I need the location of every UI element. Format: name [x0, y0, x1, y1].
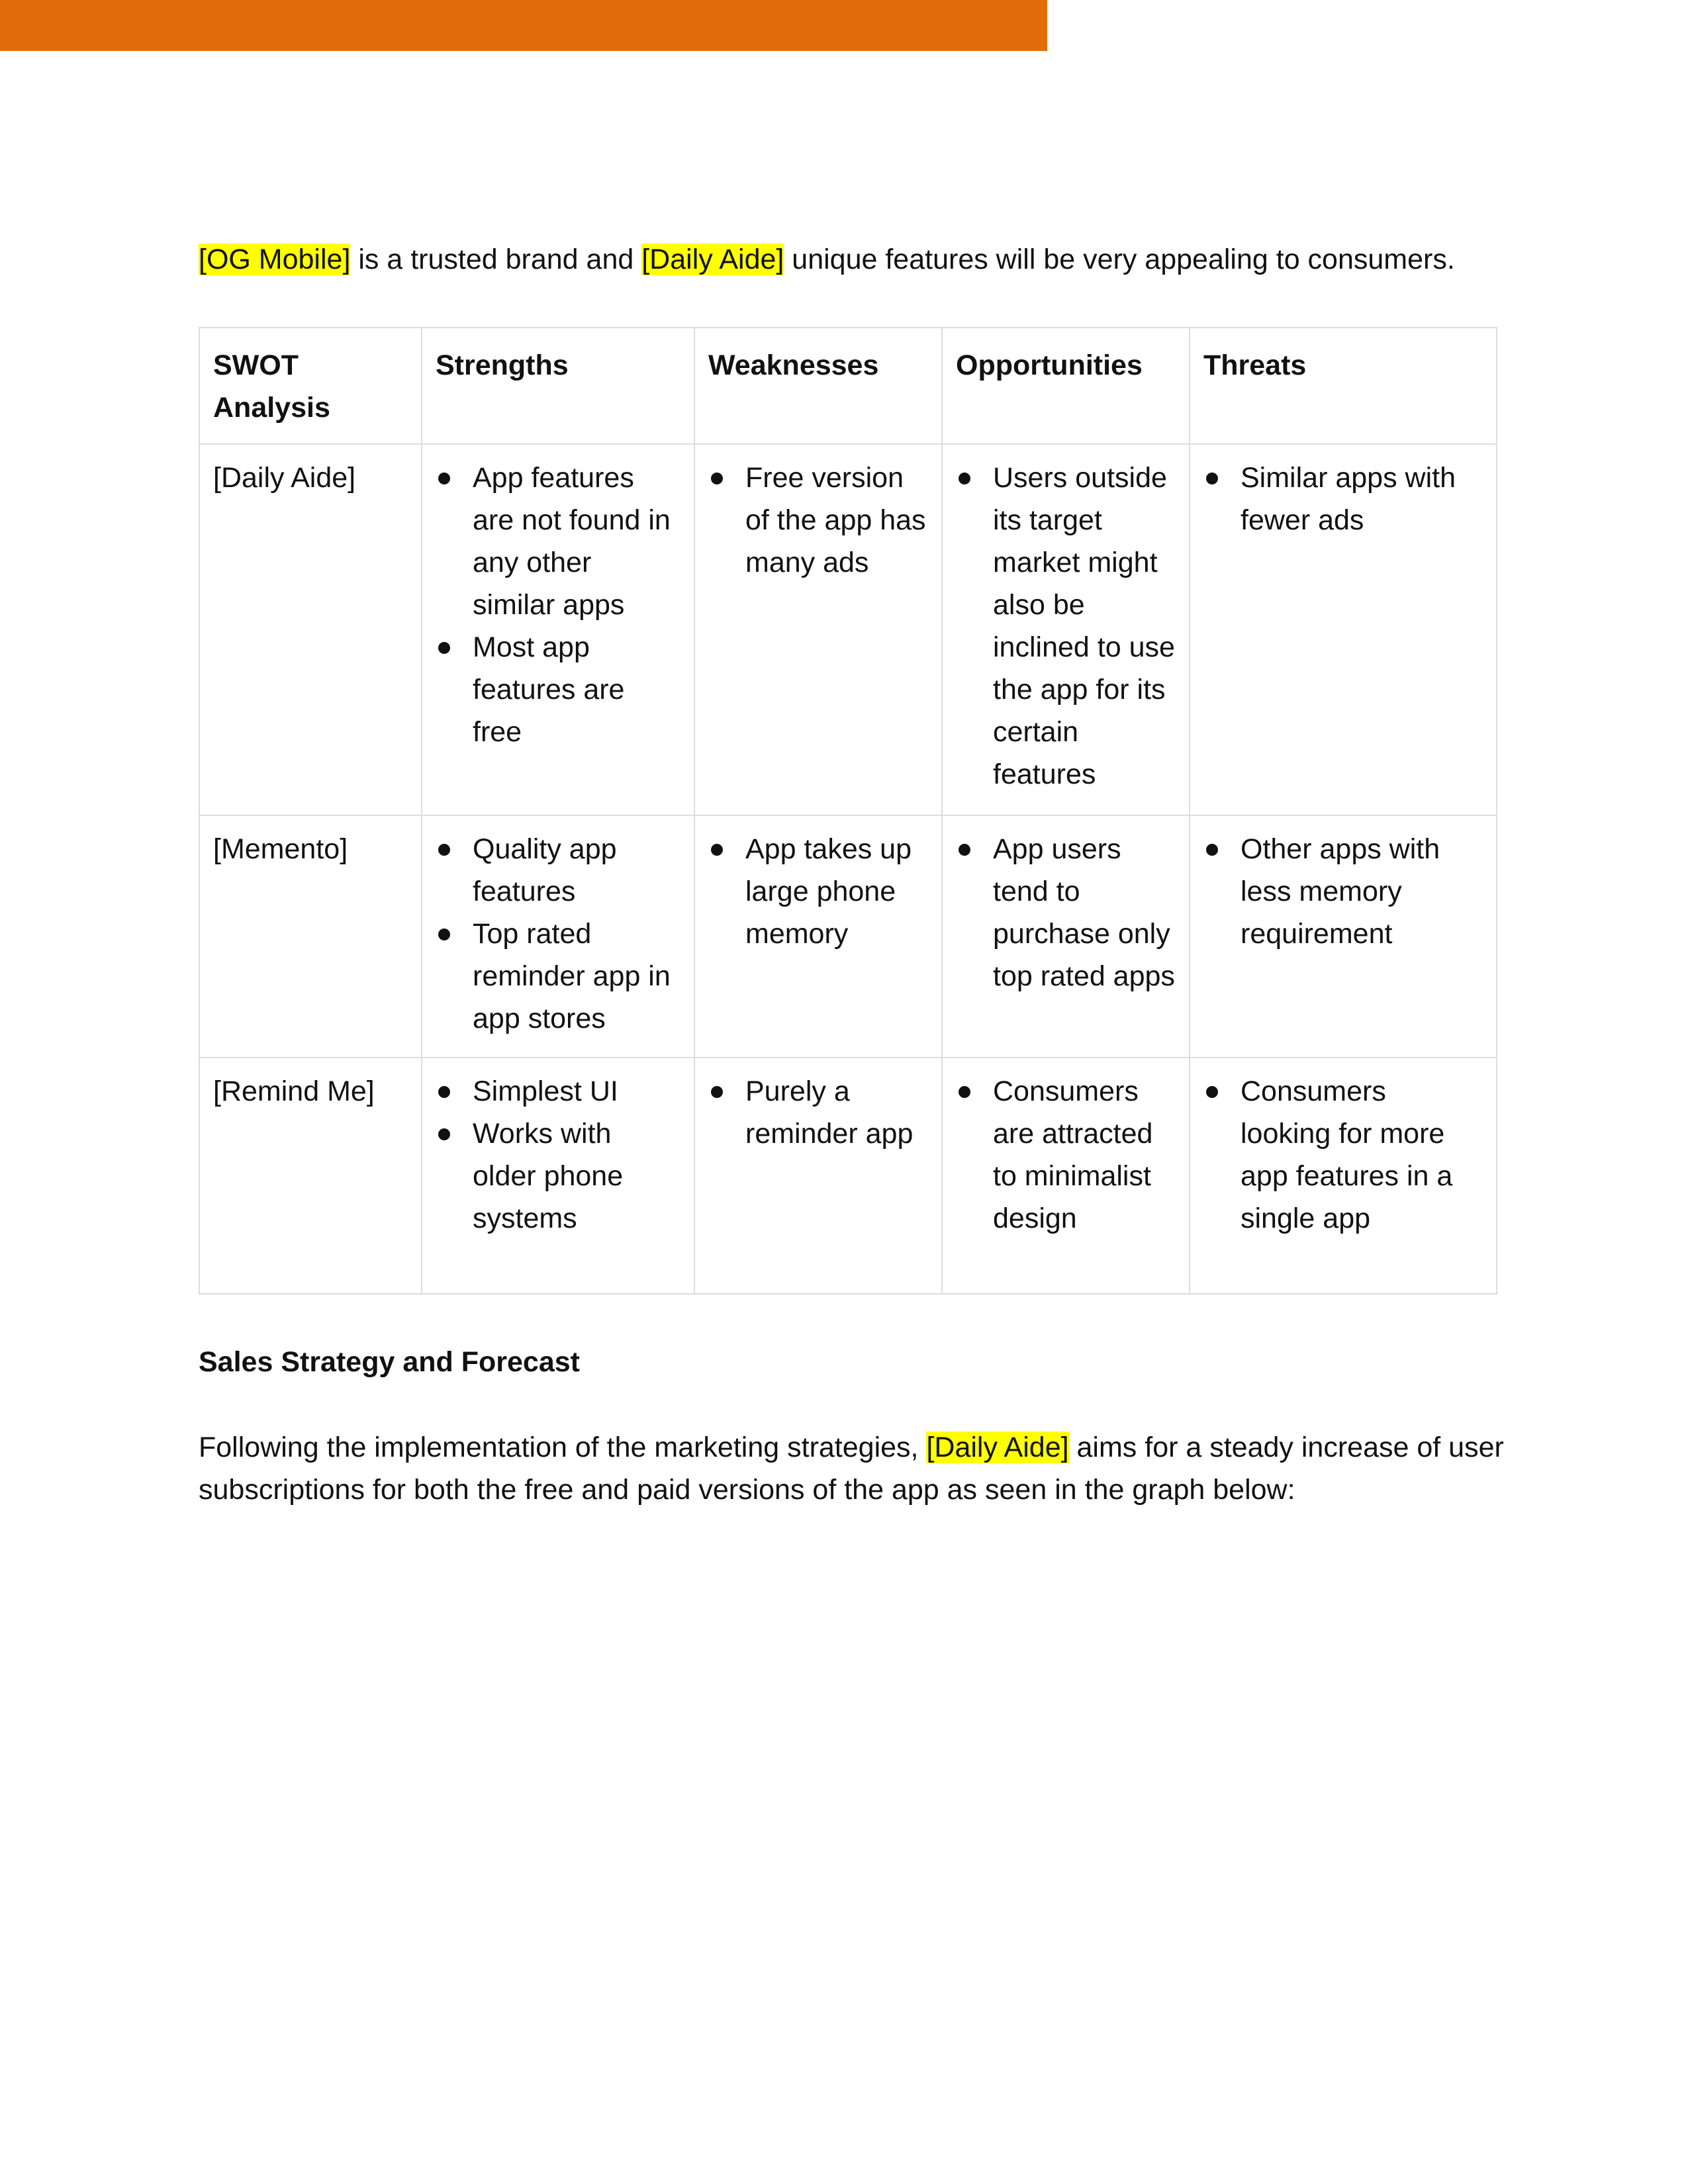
product-highlight: [Daily Aide]	[926, 1432, 1069, 1463]
sales-paragraph	[199, 1426, 1509, 1511]
header-weaknesses: Weaknesses	[694, 328, 942, 444]
opportunities-cell	[942, 815, 1190, 1058]
header-swot-analysis: SWOT Analysis	[199, 328, 422, 444]
list-item: App users tend to purchase only top rated apps	[956, 828, 1176, 997]
sales-text-1: Following the implementation of the marketing strategies,	[199, 1432, 927, 1463]
intro-text-1: is a trusted brand and	[350, 244, 642, 275]
accent-bar	[0, 0, 1047, 51]
list-item: App features are not found in any other similar apps	[436, 457, 680, 626]
strengths-cell	[422, 1058, 694, 1294]
opportunities-cell	[942, 444, 1190, 815]
weaknesses-cell	[694, 444, 942, 815]
list-item: Top rated reminder app in app stores	[436, 913, 680, 1040]
header-strengths: Strengths	[422, 328, 694, 444]
opportunities-cell	[942, 1058, 1190, 1294]
weaknesses-cell	[694, 1058, 942, 1294]
list-item: Most app features are free	[436, 626, 680, 753]
list-item: Works with older phone systems	[436, 1113, 680, 1240]
header-threats: Threats	[1190, 328, 1497, 444]
sales-text-2: aims for a steady increase of user subscriptions for both the free and paid versions of the app as seen in the graph below:	[199, 1432, 1504, 1506]
intro-paragraph	[199, 238, 1509, 281]
threats-cell	[1190, 1058, 1497, 1294]
swot-header-row	[199, 328, 1497, 444]
weaknesses-cell	[694, 815, 942, 1058]
list-item: Users outside its target market might also be inclined to use the app for its certain features	[956, 457, 1176, 796]
list-item: Consumers are attracted to minimalist design	[956, 1070, 1176, 1240]
row-name: [Daily Aide]	[199, 444, 422, 815]
row-name: [Memento]	[199, 815, 422, 1058]
swot-table	[199, 327, 1497, 1295]
intro-text-2: unique features will be very appealing to consumers.	[784, 244, 1455, 275]
list-item: Other apps with less memory requirement	[1203, 828, 1483, 955]
product-highlight: [Daily Aide]	[641, 244, 784, 275]
list-item: Simplest UI	[436, 1070, 680, 1113]
threats-cell	[1190, 444, 1497, 815]
list-item: Free version of the app has many ads	[708, 457, 928, 584]
row-name: [Remind Me]	[199, 1058, 422, 1294]
list-item: Purely a reminder app	[708, 1070, 928, 1155]
strengths-cell	[422, 444, 694, 815]
header-opportunities: Opportunities	[942, 328, 1190, 444]
list-item: Similar apps with fewer ads	[1203, 457, 1483, 541]
table-row	[199, 815, 1497, 1058]
section-heading: Sales Strategy and Forecast	[199, 1346, 580, 1378]
threats-cell	[1190, 815, 1497, 1058]
strengths-cell	[422, 815, 694, 1058]
list-item: Quality app features	[436, 828, 680, 913]
table-row	[199, 1058, 1497, 1294]
list-item: App takes up large phone memory	[708, 828, 928, 955]
brand-highlight: [OG Mobile]	[199, 244, 351, 275]
list-item: Consumers looking for more app features in a single app	[1203, 1070, 1483, 1240]
table-row	[199, 444, 1497, 815]
